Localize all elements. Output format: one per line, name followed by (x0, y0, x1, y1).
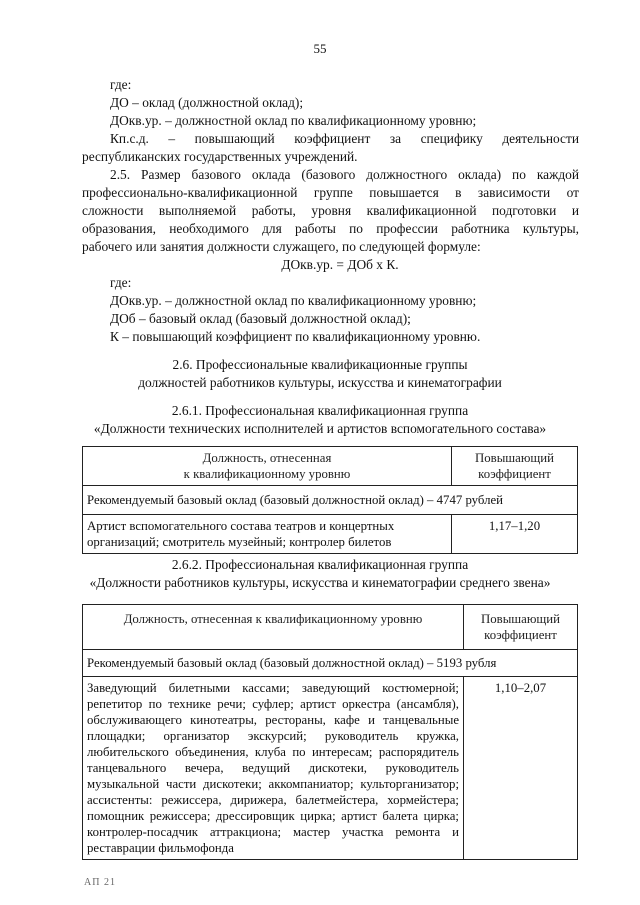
dokv-legend: ДОкв.ур. – должностной оклад по квалификационному уровню; (110, 293, 477, 308)
group-1-base-salary: Рекомендуемый базовый оклад (базовый должностной оклад) – 4747 рублей (83, 486, 578, 515)
group-1-coef-cell: 1,17–1,20 (452, 515, 578, 554)
do-definition: ДО – оклад (должностной оклад); (110, 95, 304, 110)
salary-formula: ДОкв.ур. = ДОб х К. (281, 257, 399, 272)
para-2-5-line-5: рабочего или занятия должности служащего, по следующей формуле: (82, 239, 481, 254)
group-2-base-salary-row (83, 650, 578, 677)
group-2-position-line: контролер-посадчик аттракциона; мастер участка ремонта и (87, 825, 459, 839)
group-2-position-line: площадки; организатор экскурсий; руководитель кружка, (87, 729, 459, 743)
group-1-position-line-2: организаций; смотритель музейный; контролер билетов (87, 535, 392, 549)
group-2-header-coef-line-2: коэффициент (484, 628, 557, 642)
group-1-header-coef (452, 447, 578, 486)
group-2-position-line: помощник режиссера; дрессировщик цирка; артист балета цирка; (87, 809, 459, 823)
dob-legend: ДОб – базовый оклад (базовый должностной оклад); (110, 311, 411, 326)
footer-code: АП 21 (84, 877, 116, 888)
group-2-position-line: танцевального вечера, ведущий дискотеки, руководитель (87, 761, 459, 775)
section-2-6-title-line-2: должностей работников культуры, искусства и кинематографии (138, 375, 502, 390)
group-2-position-line: ассистенты: режиссера, дирижера, балетмейстера, хормейстера; (87, 793, 459, 807)
group-2-position-row (83, 677, 578, 860)
group-2-position-line: обслуживающего кинотеатры, рестораны, кафе и танцевальные (87, 713, 459, 727)
kpsd-definition-line-2: республиканских государственных учреждений. (82, 149, 358, 164)
group-2-position-line: репетитор по технике речи; суфлер; артист оркестра (ансамбля), (87, 697, 459, 711)
group-1-position-row (83, 515, 578, 554)
where-label-1: где: (110, 77, 132, 92)
group-2-header-coef (464, 605, 578, 650)
group-2-position-line: реставрации фильмофонда (87, 841, 234, 855)
group-1-title-line-2: «Должности технических исполнителей и артистов вспомогательного состава» (93, 421, 547, 436)
group-1-header-coef-line-1: Повышающий (475, 451, 554, 465)
group-2-header-coef-line-1: Повышающий (481, 612, 560, 626)
group-2-table (82, 604, 578, 860)
group-2-position-line: любительского объединения, клуба по интересам; распорядитель (87, 745, 459, 759)
para-2-5-line-2: профессионально-квалификационной группе повышается в зависимости от (82, 185, 579, 200)
group-1-header-position-line-2: к квалификационному уровню (183, 467, 351, 481)
group-2-position-line: музыкальной части дискотеки; аккомпаниатор; культорганизатор; (87, 777, 459, 791)
section-2-6-title-line-1: 2.6. Профессиональные квалификационные группы (172, 357, 468, 372)
kpsd-definition-line-1: Кп.с.д. – повышающий коэффициент за специфику деятельности (110, 131, 579, 146)
group-2-header-row (83, 605, 578, 650)
group-2-title-line-1: 2.6.2. Профессиональная квалификационная группа (171, 557, 469, 572)
group-2-position-line: Заведующий билетными кассами; заведующий костюмерной; (87, 681, 459, 695)
group-1-title-line-1: 2.6.1. Профессиональная квалификационная группа (171, 403, 469, 418)
where-label-2: где: (110, 275, 132, 290)
k-legend: К – повышающий коэффициент по квалификационному уровню. (110, 329, 481, 344)
group-2-coef-cell: 1,10–2,07 (464, 677, 578, 860)
page-number: 55 (313, 41, 327, 56)
group-2-header-position: Должность, отнесенная к квалификационному уровню (83, 605, 464, 650)
group-2-base-salary: Рекомендуемый базовый оклад (базовый должностной оклад) – 5193 рубля (83, 650, 578, 677)
group-1-header-position-line-1: Должность, отнесенная (202, 451, 332, 465)
group-1-header-row (83, 447, 578, 486)
group-2-title-line-2: «Должности работников культуры, искусства и кинематографии среднего звена» (89, 575, 551, 590)
dokv-definition: ДОкв.ур. – должностной оклад по квалификационному уровню; (110, 113, 477, 128)
group-1-position-cell (83, 515, 452, 554)
group-1-base-salary-row (83, 486, 578, 515)
group-1-header-position (83, 447, 452, 486)
group-1-table (82, 446, 578, 554)
para-2-5-line-4: образования, необходимого для работы по профессии работника культуры, (82, 221, 579, 236)
group-1-position-line-1: Артист вспомогательного состава театров и концертных (87, 519, 395, 533)
group-1-header-coef-line-2: коэффициент (478, 467, 551, 481)
para-2-5-line-3: сложности выполняемой работы, уровня квалификационной подготовки и (82, 203, 579, 218)
group-2-position-cell (83, 677, 464, 860)
para-2-5-line-1: 2.5. Размер базового оклада (базового должностного оклада) по каждой (110, 167, 579, 182)
